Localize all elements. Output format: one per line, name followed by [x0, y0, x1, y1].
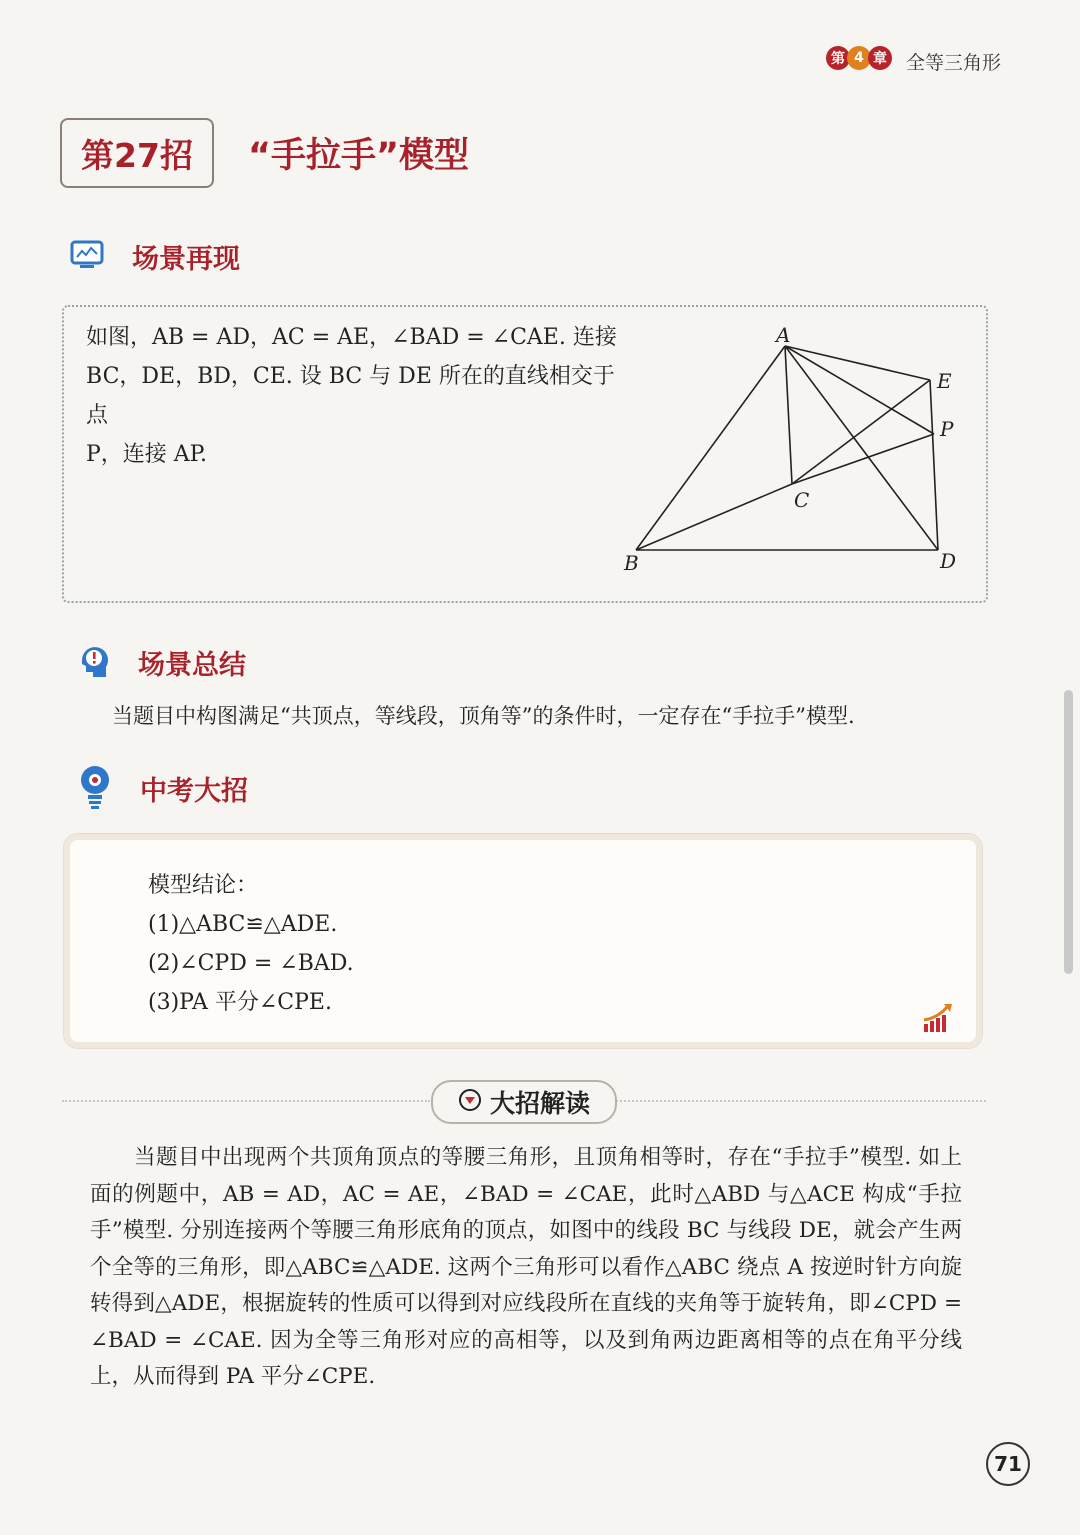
- divider-right: [616, 1100, 986, 1102]
- growth-chart-icon: [922, 1002, 954, 1038]
- chapter-badge-suffix: 章: [868, 46, 892, 70]
- lesson-title: “手拉手”模型: [248, 136, 470, 176]
- segment-ed: [930, 380, 938, 550]
- lesson-number: 第27招: [60, 118, 214, 188]
- conclusion-item: (1)△ABC≌△ADE.: [148, 912, 338, 937]
- divider-left: [62, 1100, 430, 1102]
- label-c: C: [794, 488, 810, 512]
- segment-ap: [785, 346, 934, 434]
- geometry-figure: [612, 322, 972, 586]
- segment-ab: [636, 346, 785, 550]
- exam-heading: 中考大招: [140, 776, 248, 807]
- scene-text: [86, 318, 626, 474]
- model-intro: 模型结论：: [148, 873, 259, 898]
- model-conclusions: [148, 866, 354, 1022]
- scene-line: P，连接 AP.: [86, 442, 208, 467]
- monitor-icon: [70, 238, 104, 276]
- chapter-badge: [826, 46, 889, 70]
- summary-text: 当题目中构图满足“共顶点，等线段，顶角等”的条件时，一定存在“手拉手”模型.: [112, 704, 855, 728]
- interpret-label: 大招解读: [489, 1089, 590, 1118]
- chevron-down-circle-icon: [458, 1088, 482, 1116]
- conclusion-item: (2)∠CPD = ∠BAD.: [148, 951, 354, 976]
- segment-ce: [792, 380, 930, 484]
- interpret-paragraph: 当题目中出现两个共顶角顶点的等腰三角形，且顶角相等时，存在“手拉手”模型. 如上面的例题中，AB = AD，AC = AE，∠BAD = ∠CAE，此时△ABD 与△ACE 构成“手拉手”模型. 分别连接两个等腰三角形底角的顶点，如图中的线段 BC 与线段 DE，就会产生两个全等的三角形，即△ABC≌△ADE. 这两个三角形可以看作△ABC 绕点 A 按逆时针方向旋转得到△ADE，根据旋转的性质可以得到对应线段所在直线的夹角等于旋转角，即∠CPD = ∠BAD = ∠CAE. 因为全等三角形对应的高相等，以及到角两边距离相等的点在角平分线上，从而得到 PA 平分∠CPE.: [90, 1145, 962, 1389]
- chapter-badge-number: 4: [847, 46, 871, 70]
- scene-heading: 场景再现: [132, 244, 240, 275]
- chapter-badge-prefix: 第: [826, 46, 850, 70]
- label-b: B: [624, 551, 639, 575]
- segment-ac: [785, 346, 792, 484]
- label-d: D: [940, 549, 957, 573]
- conclusion-item: (3)PA 平分∠CPE.: [148, 990, 332, 1015]
- head-bulb-icon: [74, 640, 114, 686]
- lightbulb-icon: [78, 764, 112, 814]
- scene-line: 如图，AB = AD，AC = AE，∠BAD = ∠CAE. 连接: [86, 325, 617, 350]
- interpret-badge: [431, 1080, 617, 1124]
- summary-heading: 场景总结: [138, 650, 246, 681]
- scene-line: BC，DE，BD，CE. 设 BC 与 DE 所在的直线相交于点: [86, 364, 615, 428]
- label-e: E: [937, 369, 952, 393]
- label-a: A: [776, 323, 791, 347]
- page-number: 71: [986, 1442, 1030, 1486]
- scrollbar-thumb[interactable]: [1064, 690, 1073, 974]
- chapter-title: 全等三角形: [906, 52, 1002, 74]
- label-p: P: [940, 417, 954, 441]
- segment-cp: [792, 434, 934, 484]
